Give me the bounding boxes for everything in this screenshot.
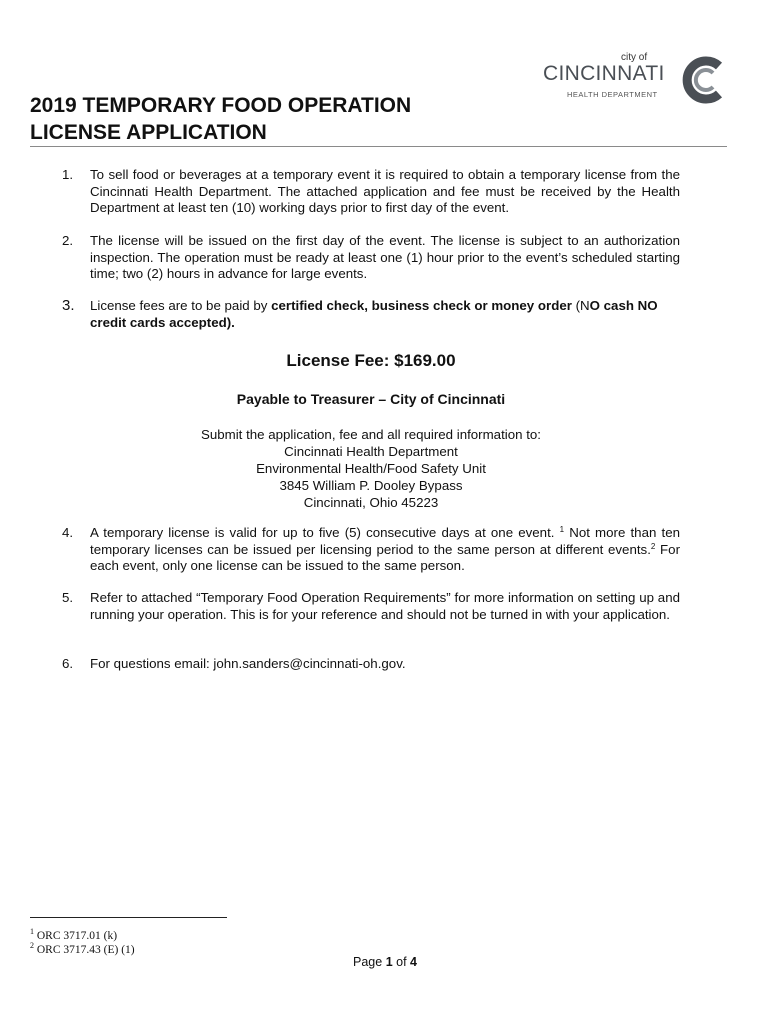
contact-email: For questions email: john.sanders@cincinnati-oh.gov. (90, 656, 406, 671)
title-line-2: LICENSE APPLICATION (30, 121, 267, 144)
list-item-6 (62, 656, 680, 673)
footnote-ref-2: 2 (650, 541, 656, 551)
item-number: 3. (62, 297, 75, 314)
footnote-1: $^1$ ORC 3717.01 (k) (30, 927, 118, 942)
submit-intro: Submit the application, fee and all required information to: (200, 427, 541, 442)
payable-to: Payable to Treasurer – City of Cincinnati (236, 391, 506, 407)
no-cash-note: O cash NO credit cards accepted). (90, 298, 658, 330)
list-item-2 (62, 233, 680, 283)
list-item-5 (62, 590, 680, 623)
page-title (30, 92, 730, 146)
title-divider (30, 146, 727, 147)
submit-address-block (62, 426, 680, 511)
list-item-3 (62, 298, 680, 331)
logo-city-name: CINCINNATI (543, 62, 665, 85)
page-number: Page 1 of 4 (353, 955, 417, 969)
logo-department: HEALTH DEPARTMENT (567, 90, 658, 99)
address-line-1: Cincinnati Health Department (284, 444, 458, 459)
footnote-divider (30, 917, 227, 918)
address-line-4: Cincinnati, Ohio 45223 (303, 495, 439, 510)
address-line-3: 3845 William P. Dooley Bypass (279, 478, 463, 493)
item-number: 6. (62, 656, 74, 671)
item-number: 2. (62, 233, 74, 248)
footnote-ref-1: 1 (559, 525, 565, 534)
license-fee: License Fee: $169.00 (286, 351, 456, 370)
item-number: 5. (62, 590, 74, 605)
item-number: 1. (62, 167, 74, 182)
title-line-1: 2019 TEMPORARY FOOD OPERATION (30, 94, 412, 117)
item-text: The license will be issued on the first day of the event. The license is subject to an authorization inspection. The operation must be ready at least one (1) hour prior to the event’s scheduled starting time; two (2) hours in advance for large events. (90, 233, 680, 281)
item-text: To sell food or beverages at a temporary event it is required to obtain a temporary license from the Cincinnati Health Department. The attached application and fee must be received by the Health Department at least ten (10) working days prior to first day of the event. (90, 167, 680, 215)
logo-city-of: city of (621, 52, 648, 63)
list-item-4 (62, 525, 680, 575)
item-number: 4. (62, 525, 74, 540)
item-text: License fees are to be paid by certified check, business check or money order (NO cash NO credit cards accepted). (90, 298, 658, 330)
list-item-1 (62, 167, 680, 217)
item-text: A temporary license is valid for up to five (5) consecutive days at one event. $^1$ Not more than ten temporary licenses can be issued per licensing period to the same person at different events.$^2$ For each event, only one license can be issued to the same person. (90, 525, 680, 573)
footnote-2: $^2$ ORC 3717.43 (E) (1) (30, 941, 135, 956)
payment-methods: certified check, business check or money order (271, 298, 572, 313)
item-text: Refer to attached “Temporary Food Operation Requirements” for more information on setting up and running your operation. This is for your reference and should not be turned in with your application. (90, 590, 680, 622)
address-line-2: Environmental Health/Food Safety Unit (256, 461, 486, 476)
